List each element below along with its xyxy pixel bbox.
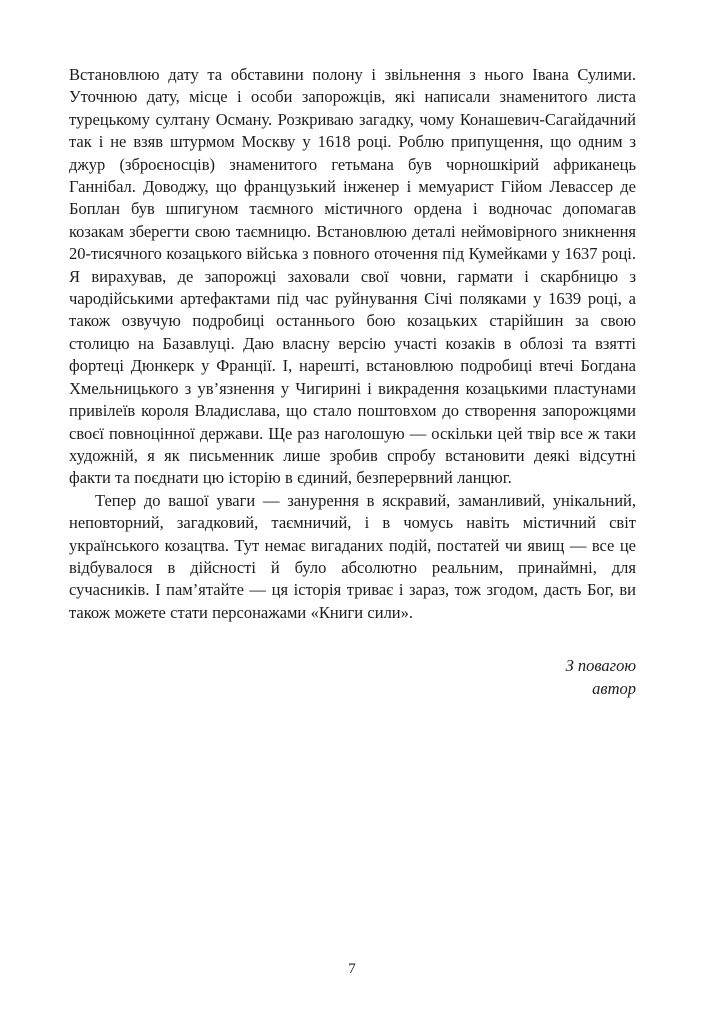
signature-block xyxy=(69,654,636,700)
signature-line-regards: З повагою xyxy=(565,656,636,676)
paragraph: Тепер до вашої уваги — занурення в яскравий, заманливий, унікальний, неповторний, загадковий, таємничий, і в чомусь навіть містичний світ українського козацтва. Тут немає вигаданих подій, постатей чи явищ — все це відбувалося в дійсності й було абсолютно реальним, принаймні, для сучасників. І пам’ятайте — ця історія триває і зараз, тож згодом, дасть Бог, ви також можете стати персонажами «Книги сили». xyxy=(69,490,636,622)
body-text xyxy=(69,64,636,700)
page-number: 7 xyxy=(348,961,356,977)
paragraph-continuation: Встановлюю дату та обставини полону і звільнення з нього Івана Сулими. Уточнюю дату, місце і особи запорожців, які написали знаменитого листа турецькому султану Осману. Розкриваю загадку, чому Конашевич-Сагайдачний так і не взяв штурмом Москву у 1618 році. Роблю припущення, що одним з джур (зброєносців) знаменитого гетьмана був чорношкірий африканець Ганнібал. Доводжу, що французький інженер і мемуарист Гійом Левассер де Боплан був шпигуном таємного містичного ордена і водночас допомагав козакам зберегти свою таємницю. Встановлюю деталі неймовірного зникнення 20-тисячного козацького війська з повного оточення під Кумейками у 1637 році. Я вирахував, де запорожці заховали свої човни, гармати і скарбницю з чародійськими артефактами під час руйнування Січі поляками у 1639 році, а також озвучую подробиці останнього бою козацьких старійшин за свою столицю на Базавлуці. Даю власну версію участі козаків в облозі та взятті фортеці Дюнкерк у Франції. І, нарешті, встановлюю подробиці втечі Богдана Хмельницького з ув’язнення у Чигирині і викрадення козацькими пластунами привілеїв короля Владислава, що стало поштовхом до створення запорожцями своєї повноцінної держави. Ще раз наголошую — оскільки цей твір все ж таки художній, я як письменник лише зробив спробу встановити деякі відсутні факти та поєднати цю історію в єдиний, безперервний ланцюг. xyxy=(69,65,636,488)
signature-line-author: автор xyxy=(592,679,636,699)
